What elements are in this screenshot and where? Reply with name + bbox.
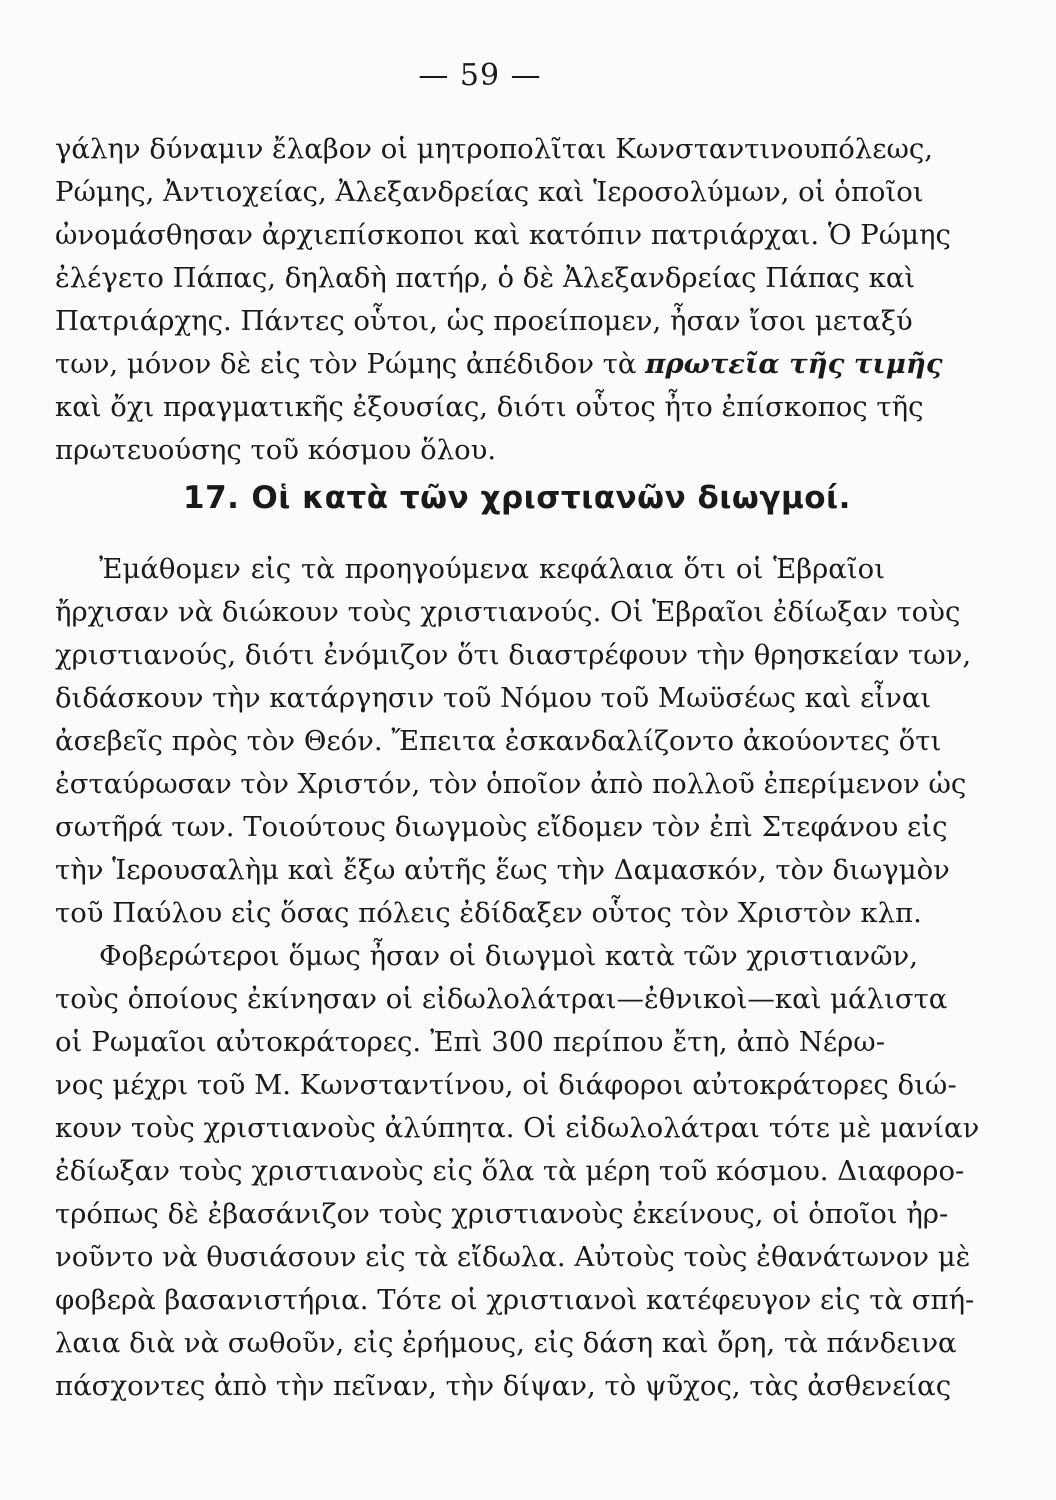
text-line: ἐδίωξαν τοὺς χριστιανοὺς εἰς ὅλα τὰ μέρη τοῦ κόσμου. Διαφορο- [55, 1155, 965, 1187]
text-line: ἐσταύρωσαν τὸν Χριστόν, τὸν ὁποῖον ἀπὸ πολλοῦ ἐπερίμενον ὡς [55, 768, 967, 800]
section-number: 17. [183, 480, 240, 516]
text-line: φοβερὰ βασανιστήρια. Τότε οἱ χριστιανοὶ κατέφευγον εἰς τὰ σπή- [55, 1284, 975, 1316]
section-body [55, 548, 980, 1408]
text-line: τοῦ Παύλου εἰς ὅσας πόλεις ἐδίδαξεν οὗτος τὸν Χριστὸν κλπ. [55, 897, 922, 929]
text-line: νοῦντο νὰ θυσιάσουν εἰς τὰ εἴδωλα. Αὐτοὺς τοὺς ἐθανάτωνον μὲ [55, 1241, 971, 1273]
text-line: διδάσκουν τὴν κατάργησιν τοῦ Νόμου τοῦ Μωϋσέως καὶ εἶναι [55, 682, 932, 714]
text-line: τὴν Ἱερουσαλὴμ καὶ ἔξω αὐτῆς ἕως τὴν Δαμασκόν, τὸν διωγμὸν [55, 854, 950, 886]
text-line: πάσχοντες ἀπὸ τὴν πεῖναν, τὴν δίψαν, τὸ ψῦχος, τὰς ἀσθενείας [55, 1370, 952, 1402]
text-line: λαια διὰ νὰ σωθοῦν, εἰς ἐρήμους, εἰς δάση καὶ ὄρη, τὰ πάνδεινα [55, 1327, 957, 1359]
text-line: ὠνομάσθησαν ἀρχιεπίσκοποι καὶ κατόπιν πατριάρχαι. Ὁ Ρώμης [55, 219, 951, 251]
text-line: Πατριάρχης. Πάντες οὗτοι, ὡς προείπομεν, ἦσαν ἴσοι μεταξύ [55, 305, 913, 337]
emphasized-phrase: πρωτεῖα τῆς τιμῆς [645, 348, 943, 380]
text-line: οἱ Ρωμαῖοι αὐτοκράτορες. Ἐπὶ 300 περίπου ἔτη, ἀπὸ Νέρω- [55, 1026, 885, 1058]
text-line: χριστιανούς, διότι ἐνόμιζον ὅτι διαστρέφουν τὴν θρησκείαν των, [55, 639, 972, 671]
section-heading [183, 480, 851, 516]
text-fragment: των, μόνον δὲ εἰς τὸν Ρώμης ἀπέδιδον τὰ [55, 348, 646, 380]
text-line: κουν τοὺς χριστιανοὺς ἀλύπητα. Οἱ εἰδωλολάτραι τότε μὲ μανίαν [55, 1112, 980, 1144]
page-number: — 59 — [418, 58, 542, 93]
text-line: νος μέχρι τοῦ Μ. Κωνσταντίνου, οἱ διάφοροι αὐτοκράτορες διώ- [55, 1069, 957, 1101]
text-line: καὶ ὄχι πραγματικῆς ἐξουσίας, διότι οὗτος ἦτο ἐπίσκοπος τῆς [55, 391, 924, 423]
text-line: ἤρχισαν νὰ διώκουν τοὺς χριστιανούς. Οἱ Ἑβραῖοι ἐδίωξαν τοὺς [55, 596, 961, 628]
text-line: γάλην δύναμιν ἔλαβον οἱ μητροπολῖται Κωνσταντινουπόλεως, [55, 133, 934, 165]
text-line: σωτῆρά των. Τοιούτους διωγμοὺς εἴδομεν τὸν ἐπὶ Στεφάνου εἰς [55, 811, 948, 843]
section-title: Οἱ κατὰ τῶν χριστιανῶν διωγμοί. [251, 480, 851, 516]
text-line: τρόπως δὲ ἐβασάνιζον τοὺς χριστιανοὺς ἐκείνους, οἱ ὁποῖοι ἠρ- [55, 1198, 949, 1230]
text-line: Φοβερώτεροι ὅμως ἦσαν οἱ διωγμοὶ κατὰ τῶν χριστιανῶν, [99, 940, 918, 972]
text-line [55, 343, 943, 386]
text-line: Ρώμης, Ἀντιοχείας, Ἀλεξανδρείας καὶ Ἱεροσολύμων, οἱ ὁποῖοι [55, 176, 924, 208]
text-line: πρωτευούσης τοῦ κόσμου ὅλου. [55, 434, 497, 466]
text-line: Ἐμάθομεν εἰς τὰ προηγούμενα κεφάλαια ὅτι οἱ Ἑβραῖοι [99, 553, 885, 585]
text-line: ἀσεβεῖς πρὸς τὸν Θεόν. Ἔπειτα ἐσκανδαλίζοντο ἀκούοντες ὅτι [55, 725, 942, 757]
text-line: τοὺς ὁποίους ἐκίνησαν οἱ εἰδωλολάτραι—ἐθνικοὶ—καὶ μάλιστα [55, 983, 948, 1015]
text-line: ἐλέγετο Πάπας, δηλαδὴ πατήρ, ὁ δὲ Ἀλεξανδρείας Πάπας καὶ [55, 262, 916, 294]
paragraph-continued [55, 128, 951, 472]
